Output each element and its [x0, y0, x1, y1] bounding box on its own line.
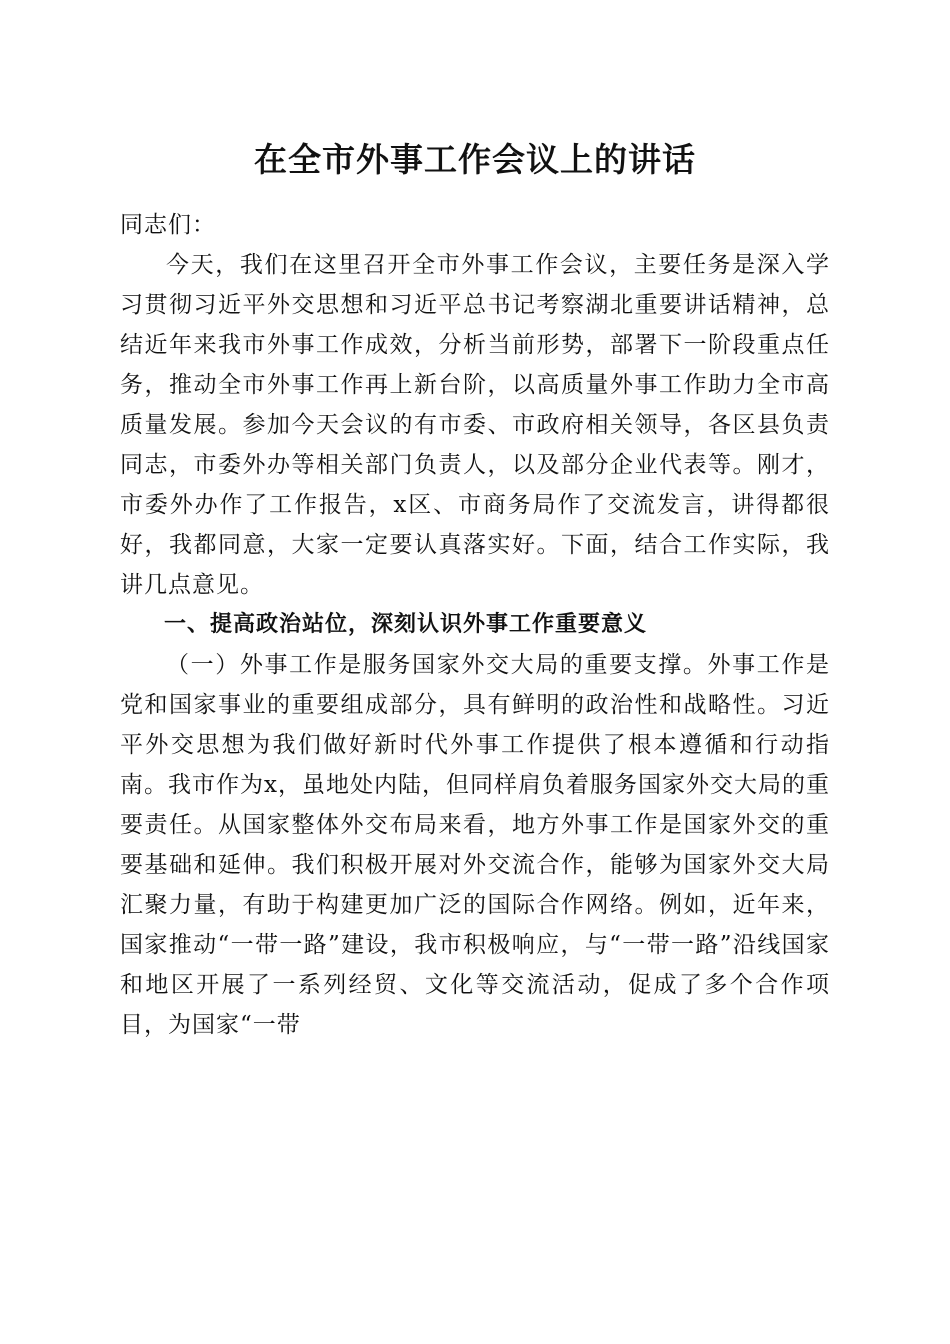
section-heading: 一、提高政治站位，深刻认识外事工作重要意义 — [164, 612, 648, 637]
document-body — [120, 205, 830, 1045]
section-paragraph: （一）外事工作是服务国家外交大局的重要支撑。外事工作是党和国家事业的重要组成部分，具有鲜明的政治性和战略性。习近平外交思想为我们做好新时代外事工作提供了根本遵循和行动指南。我市作为x，虽地处内陆，但同样肩负着服务国家外交大局的重要责任。从国家整体外交布局来看，地方外事工作是国家外交的重要基础和延伸。我们积极开展对外交流合作，能够为国家外交大局汇聚力量，有助于构建更加广泛的国际合作网络。例如，近年来，国家推动“一带一路”建设，我市积极响应，与“一带一路”沿线国家和地区开展了一系列经贸、文化等交流活动，促成了多个合作项目，为国家“一带 — [120, 652, 830, 1038]
document-title: 在全市外事工作会议上的讲话 — [254, 140, 696, 179]
salutation: 同志们： — [120, 212, 216, 238]
opening-paragraph: 今天，我们在这里召开全市外事工作会议，主要任务是深入学习贯彻习近平外交思想和习近平总书记考察湖北重要讲话精神，总结近年来我市外事工作成效，分析当前形势，部署下一阶段重点任务，推动全市外事工作再上新台阶，以高质量外事工作助力全市高质量发展。参加今天会议的有市委、市政府相关领导，各区县负责同志，市委外办等相关部门负责人，以及部分企业代表等。刚才，市委外办作了工作报告，x区、市商务局作了交流发言，讲得都很好，我都同意，大家一定要认真落实好。下面，结合工作实际，我讲几点意见。 — [120, 252, 830, 598]
